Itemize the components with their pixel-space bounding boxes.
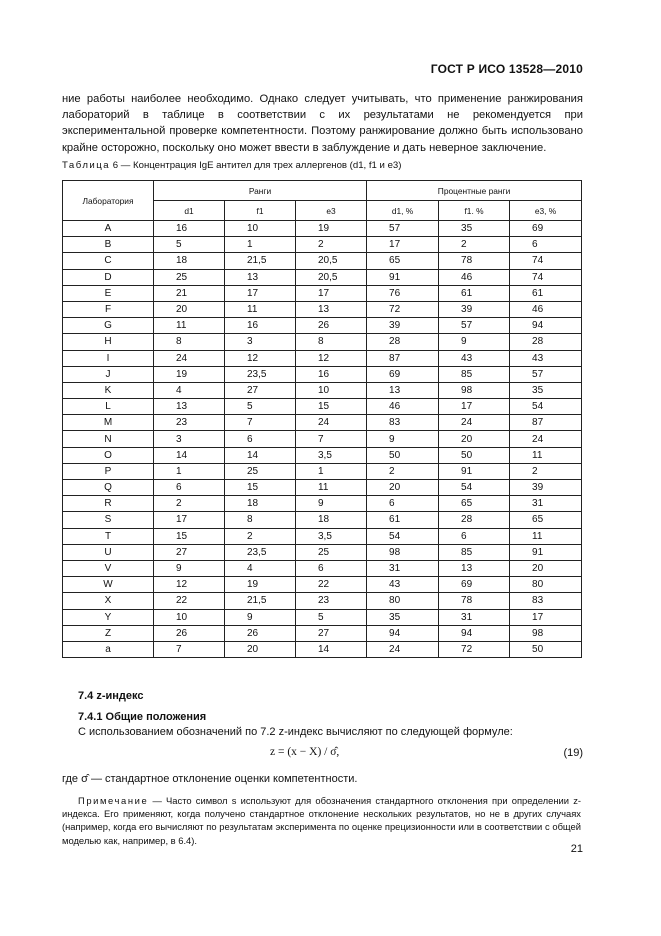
cell-value: 11 xyxy=(510,528,582,544)
cell-laboratory: A xyxy=(63,221,154,237)
cell-value: 46 xyxy=(510,301,582,317)
cell-laboratory: D xyxy=(63,269,154,285)
cell-value: 15 xyxy=(296,399,367,415)
cell-value: 3,5 xyxy=(296,528,367,544)
cell-value: 26 xyxy=(154,625,225,641)
cell-value: 16 xyxy=(225,318,296,334)
table-caption xyxy=(62,160,401,171)
cell-value: 17 xyxy=(510,609,582,625)
table-row xyxy=(63,334,582,350)
cell-value: 27 xyxy=(154,544,225,560)
cell-value: 61 xyxy=(367,512,439,528)
cell-value: 91 xyxy=(510,544,582,560)
table-row xyxy=(63,382,582,398)
cell-value: 61 xyxy=(439,285,510,301)
cell-value: 16 xyxy=(154,221,225,237)
cell-value: 46 xyxy=(367,399,439,415)
cell-value: 20 xyxy=(510,560,582,576)
cell-laboratory: T xyxy=(63,528,154,544)
cell-value: 54 xyxy=(367,528,439,544)
cell-value: 2 xyxy=(225,528,296,544)
cell-laboratory: U xyxy=(63,544,154,560)
cell-value: 10 xyxy=(154,609,225,625)
cell-value: 14 xyxy=(225,447,296,463)
cell-value: 2 xyxy=(439,237,510,253)
cell-value: 25 xyxy=(154,269,225,285)
cell-value: 6 xyxy=(154,480,225,496)
cell-value: 21 xyxy=(154,285,225,301)
cell-laboratory: I xyxy=(63,350,154,366)
cell-value: 8 xyxy=(225,512,296,528)
cell-laboratory: Y xyxy=(63,609,154,625)
cell-value: 98 xyxy=(510,625,582,641)
cell-value: 18 xyxy=(225,496,296,512)
table-caption-label: Таблица xyxy=(62,160,111,171)
cell-value: 17 xyxy=(439,399,510,415)
table-row xyxy=(63,528,582,544)
cell-value: 6 xyxy=(367,496,439,512)
cell-value: 43 xyxy=(367,577,439,593)
cell-value: 26 xyxy=(225,625,296,641)
cell-value: 39 xyxy=(510,480,582,496)
cell-value: 18 xyxy=(154,253,225,269)
cell-value: 3 xyxy=(154,431,225,447)
cell-value: 91 xyxy=(367,269,439,285)
cell-value: 24 xyxy=(296,415,367,431)
cell-value: 20,5 xyxy=(296,253,367,269)
cell-value: 43 xyxy=(510,350,582,366)
cell-value: 6 xyxy=(439,528,510,544)
cell-value: 4 xyxy=(154,382,225,398)
cell-laboratory: K xyxy=(63,382,154,398)
table-row xyxy=(63,237,582,253)
note xyxy=(62,794,581,847)
subheader-d1-pct: d1, % xyxy=(367,201,439,221)
cell-value: 1 xyxy=(296,463,367,479)
table-row xyxy=(63,253,582,269)
table-row xyxy=(63,221,582,237)
cell-value: 15 xyxy=(225,480,296,496)
cell-value: 65 xyxy=(439,496,510,512)
table-row xyxy=(63,625,582,641)
cell-laboratory: E xyxy=(63,285,154,301)
table-row xyxy=(63,512,582,528)
table-row xyxy=(63,480,582,496)
cell-value: 83 xyxy=(367,415,439,431)
cell-value: 69 xyxy=(510,221,582,237)
subheader-f1-pct: f1. % xyxy=(439,201,510,221)
cell-value: 31 xyxy=(510,496,582,512)
table-row xyxy=(63,366,582,382)
table-body xyxy=(63,221,582,658)
cell-value: 20 xyxy=(154,301,225,317)
cell-value: 80 xyxy=(367,593,439,609)
cell-laboratory: F xyxy=(63,301,154,317)
cell-value: 87 xyxy=(510,415,582,431)
cell-value: 54 xyxy=(439,480,510,496)
cell-value: 9 xyxy=(154,560,225,576)
cell-laboratory: S xyxy=(63,512,154,528)
cell-value: 13 xyxy=(154,399,225,415)
cell-value: 46 xyxy=(439,269,510,285)
cell-value: 7 xyxy=(154,641,225,657)
table-row xyxy=(63,431,582,447)
cell-value: 94 xyxy=(439,625,510,641)
table-row xyxy=(63,447,582,463)
cell-value: 1 xyxy=(154,463,225,479)
cell-laboratory: a xyxy=(63,641,154,657)
cell-laboratory: R xyxy=(63,496,154,512)
cell-value: 78 xyxy=(439,253,510,269)
cell-value: 9 xyxy=(439,334,510,350)
table-row xyxy=(63,544,582,560)
cell-value: 27 xyxy=(296,625,367,641)
cell-value: 85 xyxy=(439,544,510,560)
cell-value: 11 xyxy=(510,447,582,463)
cell-value: 74 xyxy=(510,269,582,285)
table-row xyxy=(63,350,582,366)
cell-value: 24 xyxy=(439,415,510,431)
note-label: Примечание xyxy=(78,795,149,806)
cell-laboratory: G xyxy=(63,318,154,334)
cell-value: 74 xyxy=(510,253,582,269)
cell-value: 2 xyxy=(296,237,367,253)
cell-laboratory: B xyxy=(63,237,154,253)
cell-value: 87 xyxy=(367,350,439,366)
cell-value: 17 xyxy=(296,285,367,301)
formula-explanation: где σ̂ — стандартное отклонение оценки компетентности. xyxy=(62,773,358,785)
cell-value: 12 xyxy=(296,350,367,366)
subheader-f1: f1 xyxy=(225,201,296,221)
cell-value: 11 xyxy=(296,480,367,496)
subheader-e3-pct: e3, % xyxy=(510,201,582,221)
cell-value: 23,5 xyxy=(225,544,296,560)
cell-laboratory: J xyxy=(63,366,154,382)
cell-value: 94 xyxy=(367,625,439,641)
cell-value: 10 xyxy=(225,221,296,237)
table-row xyxy=(63,269,582,285)
cell-value: 69 xyxy=(367,366,439,382)
cell-value: 54 xyxy=(510,399,582,415)
cell-laboratory: L xyxy=(63,399,154,415)
table-row xyxy=(63,318,582,334)
cell-value: 3,5 xyxy=(296,447,367,463)
cell-value: 13 xyxy=(225,269,296,285)
cell-value: 26 xyxy=(296,318,367,334)
subheader-e3: e3 xyxy=(296,201,367,221)
cell-laboratory: Z xyxy=(63,625,154,641)
cell-value: 85 xyxy=(439,366,510,382)
cell-value: 39 xyxy=(439,301,510,317)
subheader-d1: d1 xyxy=(154,201,225,221)
header-percent-ranks: Процентные ранги xyxy=(367,181,582,201)
cell-laboratory: M xyxy=(63,415,154,431)
cell-value: 57 xyxy=(439,318,510,334)
cell-value: 24 xyxy=(367,641,439,657)
cell-value: 10 xyxy=(296,382,367,398)
table-row xyxy=(63,577,582,593)
cell-value: 13 xyxy=(367,382,439,398)
cell-value: 69 xyxy=(439,577,510,593)
cell-value: 98 xyxy=(439,382,510,398)
cell-value: 8 xyxy=(154,334,225,350)
cell-laboratory: H xyxy=(63,334,154,350)
cell-value: 6 xyxy=(225,431,296,447)
cell-value: 61 xyxy=(510,285,582,301)
cell-value: 27 xyxy=(225,382,296,398)
table-row xyxy=(63,496,582,512)
section-heading-7-4-1: 7.4.1 Общие положения xyxy=(78,711,207,723)
cell-value: 6 xyxy=(296,560,367,576)
cell-value: 13 xyxy=(296,301,367,317)
cell-value: 21,5 xyxy=(225,253,296,269)
cell-value: 14 xyxy=(154,447,225,463)
data-table xyxy=(62,180,582,658)
cell-value: 98 xyxy=(367,544,439,560)
cell-value: 19 xyxy=(154,366,225,382)
cell-value: 9 xyxy=(367,431,439,447)
cell-laboratory: W xyxy=(63,577,154,593)
cell-value: 9 xyxy=(296,496,367,512)
cell-value: 31 xyxy=(439,609,510,625)
cell-value: 72 xyxy=(439,641,510,657)
cell-laboratory: V xyxy=(63,560,154,576)
cell-value: 19 xyxy=(225,577,296,593)
table-row xyxy=(63,609,582,625)
cell-value: 22 xyxy=(296,577,367,593)
cell-value: 16 xyxy=(296,366,367,382)
cell-value: 4 xyxy=(225,560,296,576)
cell-value: 25 xyxy=(225,463,296,479)
cell-value: 78 xyxy=(439,593,510,609)
cell-value: 21,5 xyxy=(225,593,296,609)
cell-value: 57 xyxy=(510,366,582,382)
cell-value: 13 xyxy=(439,560,510,576)
cell-value: 9 xyxy=(225,609,296,625)
table-row xyxy=(63,560,582,576)
cell-value: 7 xyxy=(225,415,296,431)
table-row xyxy=(63,285,582,301)
table-row xyxy=(63,415,582,431)
cell-value: 28 xyxy=(510,334,582,350)
cell-value: 19 xyxy=(296,221,367,237)
table-row xyxy=(63,641,582,657)
cell-value: 65 xyxy=(367,253,439,269)
cell-value: 28 xyxy=(367,334,439,350)
cell-value: 20 xyxy=(439,431,510,447)
header-laboratory: Лаборатория xyxy=(63,181,154,221)
cell-value: 12 xyxy=(225,350,296,366)
cell-value: 5 xyxy=(225,399,296,415)
cell-laboratory: O xyxy=(63,447,154,463)
intro-paragraph: ние работы наиболее необходимо. Однако следует учитывать, что применение ранжирования лабораторий в таблице в соответствии с их результатами не рекомендуется при экспериментальной проверке компетентности. Поэтому ранжирование должно быть использовано крайне осторожно, поскольку оно может ввести в заблуждение и дать неверное заключение. xyxy=(62,93,583,154)
cell-value: 5 xyxy=(296,609,367,625)
formula-number: (19) xyxy=(563,747,583,759)
cell-value: 2 xyxy=(510,463,582,479)
cell-value: 1 xyxy=(225,237,296,253)
cell-value: 83 xyxy=(510,593,582,609)
cell-value: 11 xyxy=(225,301,296,317)
cell-value: 20 xyxy=(367,480,439,496)
cell-value: 23,5 xyxy=(225,366,296,382)
cell-laboratory: P xyxy=(63,463,154,479)
cell-value: 24 xyxy=(154,350,225,366)
cell-value: 24 xyxy=(510,431,582,447)
cell-value: 39 xyxy=(367,318,439,334)
cell-value: 76 xyxy=(367,285,439,301)
cell-value: 17 xyxy=(367,237,439,253)
cell-value: 72 xyxy=(367,301,439,317)
cell-value: 14 xyxy=(296,641,367,657)
cell-value: 80 xyxy=(510,577,582,593)
formula: z = (x − X) / σ̂, xyxy=(270,746,340,758)
section-heading-7-4: 7.4 z-индекс xyxy=(78,690,144,702)
cell-value: 35 xyxy=(439,221,510,237)
cell-value: 23 xyxy=(296,593,367,609)
cell-value: 17 xyxy=(154,512,225,528)
note-text: — Часто символ s используют для обозначения стандартного отклонения при определении z-индекса. Его применяют, когда получено стандартное отклонение нескольких результатов, но не в других случаях (например, когда его вычисляют по результатам эксперимента по оценке прецизионности или в соответствии с общей моделью как, например, в 6.4). xyxy=(62,795,581,846)
table-row xyxy=(63,463,582,479)
document-header: ГОСТ Р ИСО 13528—2010 xyxy=(430,62,583,76)
cell-value: 43 xyxy=(439,350,510,366)
cell-laboratory: Q xyxy=(63,480,154,496)
cell-value: 20 xyxy=(225,641,296,657)
cell-value: 8 xyxy=(296,334,367,350)
section-paragraph: С использованием обозначений по 7.2 z-индекс вычисляют по следующей формуле: xyxy=(78,726,513,738)
cell-value: 11 xyxy=(154,318,225,334)
cell-laboratory: N xyxy=(63,431,154,447)
cell-value: 23 xyxy=(154,415,225,431)
cell-value: 57 xyxy=(367,221,439,237)
cell-value: 3 xyxy=(225,334,296,350)
cell-value: 20,5 xyxy=(296,269,367,285)
table-row xyxy=(63,301,582,317)
cell-value: 94 xyxy=(510,318,582,334)
page-number: 21 xyxy=(570,843,583,855)
cell-value: 35 xyxy=(510,382,582,398)
cell-value: 18 xyxy=(296,512,367,528)
cell-laboratory: X xyxy=(63,593,154,609)
cell-value: 91 xyxy=(439,463,510,479)
cell-value: 50 xyxy=(510,641,582,657)
cell-value: 5 xyxy=(154,237,225,253)
table-row xyxy=(63,593,582,609)
cell-value: 35 xyxy=(367,609,439,625)
table-caption-text: 6 — Концентрация IgE антител для трех аллергенов (d1, f1 и e3) xyxy=(110,160,402,171)
cell-value: 65 xyxy=(510,512,582,528)
table-row xyxy=(63,399,582,415)
cell-value: 7 xyxy=(296,431,367,447)
cell-value: 22 xyxy=(154,593,225,609)
cell-value: 2 xyxy=(367,463,439,479)
cell-value: 28 xyxy=(439,512,510,528)
cell-value: 12 xyxy=(154,577,225,593)
cell-value: 6 xyxy=(510,237,582,253)
cell-value: 50 xyxy=(367,447,439,463)
cell-value: 50 xyxy=(439,447,510,463)
cell-value: 25 xyxy=(296,544,367,560)
cell-value: 15 xyxy=(154,528,225,544)
cell-value: 17 xyxy=(225,285,296,301)
cell-laboratory: C xyxy=(63,253,154,269)
cell-value: 2 xyxy=(154,496,225,512)
header-ranks: Ранги xyxy=(154,181,367,201)
cell-value: 31 xyxy=(367,560,439,576)
